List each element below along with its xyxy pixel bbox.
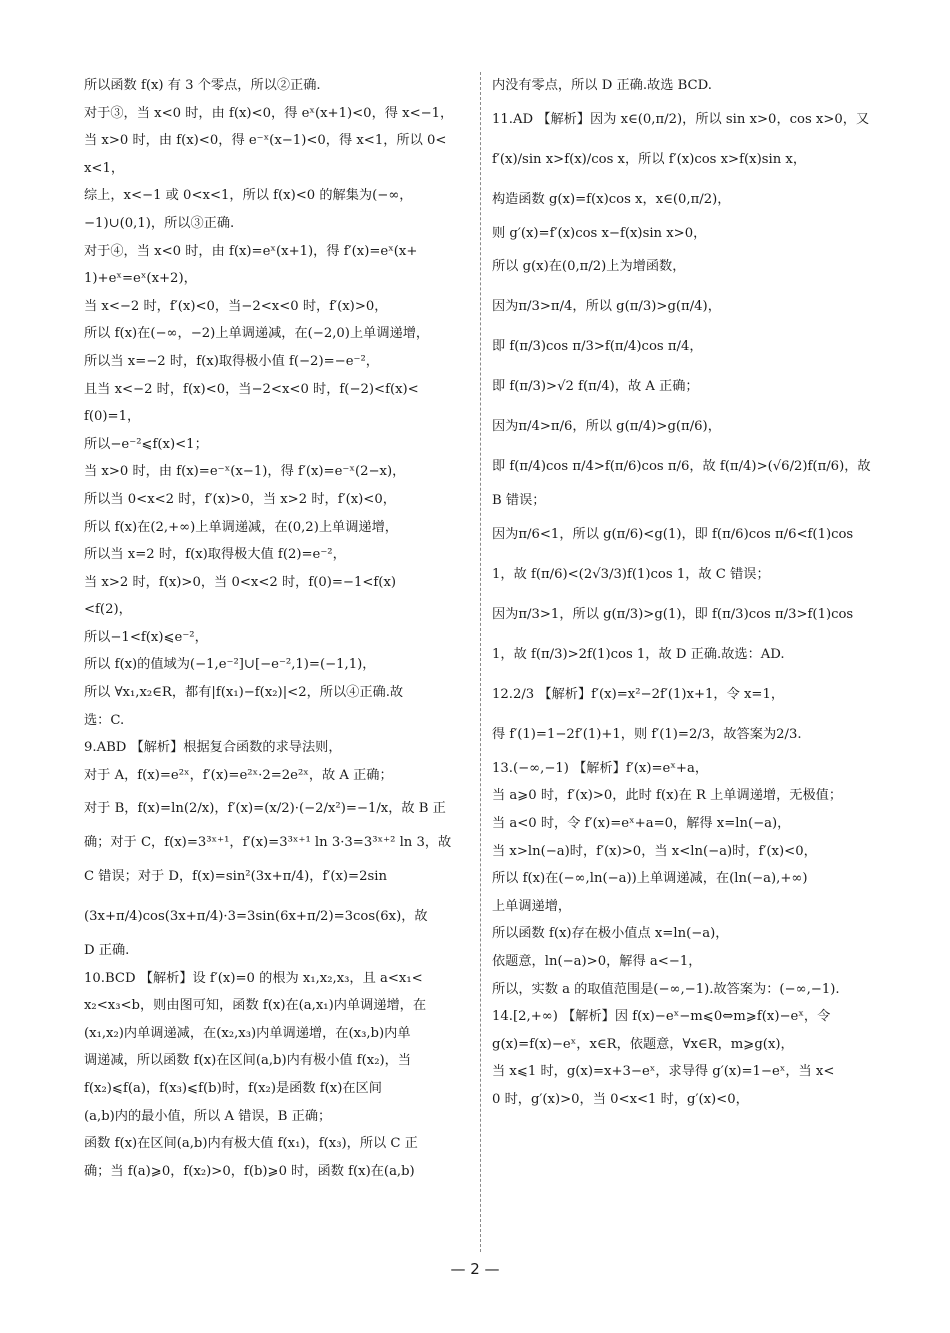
text-line: 所以当 0<x<2 时，f′(x)>0，当 x>2 时，f′(x)<0， [84, 491, 396, 507]
text-line: 所以−1<f(x)⩽e⁻²， [84, 629, 208, 645]
text-line: C 错误；对于 D，f(x)=sin²(3x+π/4)，f′(x)=2sin [84, 869, 387, 885]
text-line: 内没有零点，所以 D 正确.故选 BCD. [492, 78, 712, 93]
problem-13-heading: 13.(−∞,−1) 【解析】f′(x)=eˣ+a， [492, 760, 709, 776]
text-line: 依题意，ln(−a)>0，解得 a<−1， [492, 953, 702, 969]
text-line: D 正确. [84, 943, 130, 959]
text-line: 因为π/3>1，所以 g(π/3)>g(1)，即 f(π/3)cos π/3>f(1)cos [492, 606, 854, 622]
problem-10-heading: 10.BCD 【解析】设 f′(x)=0 的根为 x₁,x₂,x₃，且 a<x₁< [84, 970, 423, 986]
text-line: 构造函数 g(x)=f(x)cos x，x∈(0,π/2)， [492, 191, 731, 207]
text-line: 即 f(π/3)>√2 f(π/4)，故 A 正确； [492, 379, 699, 395]
text-line: f(0)=1， [84, 409, 141, 425]
text-line: 1，故 f(π/3)>2f(1)cos 1，故 D 正确.故选：AD. [492, 646, 785, 662]
text-line: 当 a⩾0 时，f′(x)>0，此时 f(x)在 R 上单调递增，无极值； [492, 788, 843, 804]
text-line: −1)∪(0,1)，所以③正确. [84, 215, 235, 231]
text-line: 对于④，当 x<0 时，由 f(x)=eˣ(x+1)，得 f′(x)=eˣ(x+ [84, 243, 418, 259]
problem-11-heading: 11.AD 【解析】因为 x∈(0,π/2)，所以 sin x>0，cos x>0，又 [492, 111, 870, 127]
text-line: 综上，x<−1 或 0<x<1，所以 f(x)<0 的解集为(−∞， [84, 188, 413, 204]
text-line: 且当 x<−2 时，f(x)<0，当−2<x<0 时，f(−2)<f(x)< [84, 381, 419, 397]
text-line: 当 a<0 时，令 f′(x)=eˣ+a=0，解得 x=ln(−a)， [492, 815, 791, 831]
text-line: 则 g′(x)=f′(x)cos x−f(x)sin x>0， [492, 225, 707, 241]
text-line: 所以 f(x)在(2,+∞)上单调递减，在(0,2)上单调递增， [84, 519, 398, 535]
column-divider [480, 72, 481, 1252]
text-line: x₂<x₃<b，则由图可知，函数 f(x)在(a,x₁)内单调递增，在 [84, 998, 427, 1014]
problem-14-heading: 14.[2,+∞) 【解析】因 f(x)−eˣ−m⩽0⇔m⩾f(x)−eˣ，令 [492, 1009, 831, 1025]
text-line: 所以−e⁻²⩽f(x)<1； [84, 436, 208, 452]
text-line: 当 x>0 时，由 f(x)=e⁻ˣ(x−1)，得 f′(x)=e⁻ˣ(2−x)， [84, 464, 406, 480]
text-line: 即 f(π/3)cos π/3>f(π/4)cos π/4， [492, 339, 703, 355]
text-line: 选：C. [84, 712, 125, 728]
text-line: 所以 g(x)在(0,π/2)上为增函数， [492, 259, 686, 275]
right-column [492, 72, 878, 1114]
text-line: 所以 f(x)在(−∞,ln(−a))上单调递减，在(ln(−a),+∞) [492, 871, 808, 887]
text-line: 当 x>2 时，f(x)>0，当 0<x<2 时，f(0)=−1<f(x) [84, 574, 397, 590]
text-line: 所以 f(x)的值域为(−1,e⁻²]∪[−e⁻²,1)=(−1,1)， [84, 657, 376, 673]
text-line: 所以当 x=−2 时，f(x)取得极小值 f(−2)=−e⁻²， [84, 353, 379, 369]
text-line: 因为π/6<1，所以 g(π/6)<g(1)，即 f(π/6)cos π/6<f(1)cos [492, 526, 854, 542]
text-line: 所以当 x=2 时，f(x)取得极大值 f(2)=e⁻²， [84, 547, 346, 563]
text-line: 0 时，g′(x)>0，当 0<x<1 时，g′(x)<0， [492, 1091, 749, 1107]
text-line: 确；对于 C，f(x)=3³ˣ⁺¹，f′(x)=3³ˣ⁺¹ ln 3·3=3³ˣ⁺² ln 3，故 [84, 835, 452, 851]
text-line: 所以函数 f(x) 有 3 个零点，所以②正确. [84, 78, 321, 93]
text-line: 当 x<−2 时，f′(x)<0，当−2<x<0 时，f′(x)>0， [84, 298, 388, 314]
text-line: 所以函数 f(x)存在极小值点 x=ln(−a)， [492, 926, 729, 942]
text-line: 因为π/4>π/6，所以 g(π/4)>g(π/6)， [492, 419, 721, 435]
text-line: 上单调递增， [492, 898, 572, 914]
text-line: (a,b)内的最小值，所以 A 错误，B 正确； [84, 1108, 332, 1124]
text-line: (x₁,x₂)内单调递减，在(x₂,x₃)内单调递增，在(x₃,b)内单 [84, 1025, 411, 1041]
text-line: 调递减，所以函数 f(x)在区间(a,b)内有极小值 f(x₂)，当 [84, 1053, 412, 1069]
text-line: <f(2)， [84, 602, 132, 618]
text-line: 1)+eˣ=eˣ(x+2)， [84, 271, 197, 287]
text-line: 确；当 f(a)⩾0，f(x₂)>0，f(b)⩾0 时，函数 f(x)在(a,b) [84, 1163, 415, 1179]
text-line: 因为π/3>π/4，所以 g(π/3)>g(π/4)， [492, 299, 721, 315]
left-column [84, 72, 468, 1185]
text-line: f(x₂)⩽f(a)，f(x₃)⩽f(b)时，f(x₂)是函数 f(x)在区间 [84, 1081, 382, 1096]
page-number: — 2 — [450, 1260, 500, 1278]
text-line: 所以 ∀x₁,x₂∈R，都有|f(x₁)−f(x₂)|<2，所以④正确.故 [84, 685, 404, 701]
text-line: 即 f(π/4)cos π/4>f(π/6)cos π/6，故 f(π/4)>(√6/2)f(π/6)，故 [492, 459, 871, 475]
text-line: 当 x>ln(−a)时，f′(x)>0，当 x<ln(−a)时，f′(x)<0， [492, 843, 817, 859]
text-line: g(x)=f(x)−eˣ，x∈R，依题意，∀x∈R，m⩾g(x)， [492, 1036, 794, 1052]
text-line: 当 x>0 时，由 f(x)<0，得 e⁻ˣ(x−1)<0，得 x<1，所以 0< [84, 133, 447, 149]
problem-12-heading: 12.2/3 【解析】f′(x)=x²−2f′(1)x+1，令 x=1， [492, 686, 785, 702]
text-line: f′(x)/sin x>f(x)/cos x，所以 f′(x)cos x>f(x)sin x， [492, 151, 807, 167]
text-line: 得 f′(1)=1−2f′(1)+1，则 f′(1)=2/3，故答案为2/3. [492, 726, 802, 742]
text-line: 当 x⩽1 时，g(x)=x+3−eˣ，求导得 g′(x)=1−eˣ，当 x< [492, 1064, 835, 1080]
text-line: 对于 B，f(x)=ln(2/x)，f′(x)=(x/2)·(−2/x²)=−1/x，故 B 正 [84, 801, 446, 817]
text-line: 函数 f(x)在区间(a,b)内有极大值 f(x₁)，f(x₃)，所以 C 正 [84, 1136, 418, 1152]
text-line: B 错误； [492, 493, 546, 509]
problem-9-heading: 9.ABD 【解析】根据复合函数的求导法则， [84, 740, 342, 756]
text-line: 对于③，当 x<0 时，由 f(x)<0，得 eˣ(x+1)<0，得 x<−1， [84, 105, 454, 121]
text-line: (3x+π/4)cos(3x+π/4)·3=3sin(6x+π/2)=3cos(6x)，故 [84, 909, 428, 925]
text-line: 所以，实数 a 的取值范围是(−∞,−1).故答案为：(−∞,−1). [492, 981, 840, 997]
text-line: 所以 f(x)在(−∞，−2)上单调递减，在(−2,0)上单调递增， [84, 326, 430, 342]
text-line: x<1， [84, 160, 125, 176]
text-line: 1，故 f(π/6)<(2√3/3)f(1)cos 1，故 C 错误； [492, 566, 770, 582]
text-line: 对于 A，f(x)=e²ˣ，f′(x)=e²ˣ·2=2e²ˣ，故 A 正确； [84, 767, 393, 783]
